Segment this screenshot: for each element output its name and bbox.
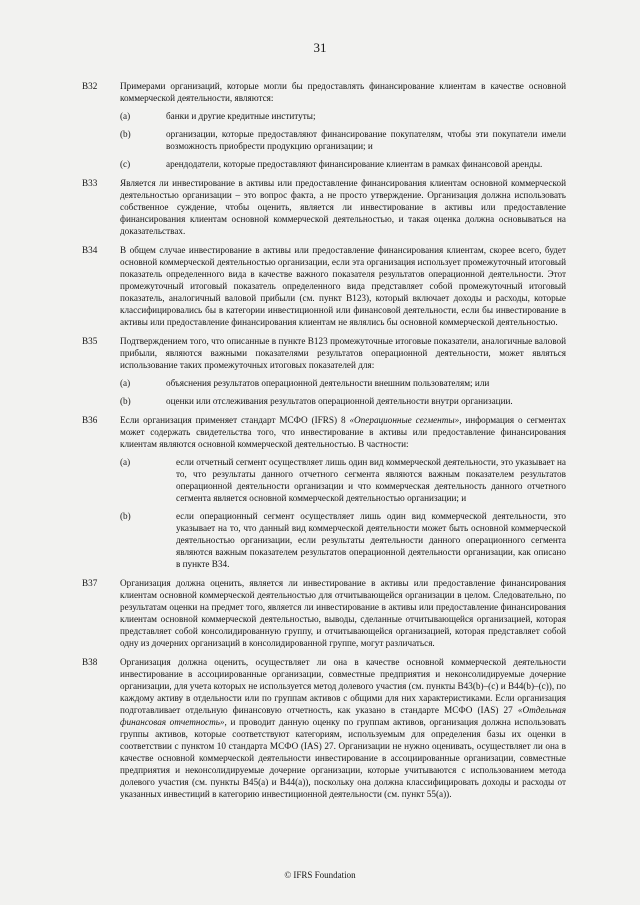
list-item xyxy=(120,377,566,389)
paragraph-number: B35 xyxy=(82,336,98,346)
list-item-text: организации, которые предоставляют финансирование покупателям, чтобы эти покупатели имели возможность приобрести продукцию организации; и xyxy=(166,129,566,151)
paragraph-text: В общем случае инвестирование в активы или предоставление финансирования клиентам, скорее всего, будет основной коммерческой деятельностью организации, если эта организация использует промежуточный итоговый показатель определенного вида в качестве важного показателя результатов операционной деятельности. Этот промежуточный итоговый показатель определенного вида представляет собой промежуточный итоговый показатель, аналогичный валовой прибыли (см. пункт B123), который включает доходы и расходы, которые классифицировались бы в категории инвестиционной или финансовой деятельности, если бы инвестирование в активы или предоставление финансирования клиентам не являлись бы основной коммерческой деятельностью. xyxy=(120,245,566,327)
paragraph-text: Организация должна оценить, является ли инвестирование в активы или предоставление финансирования клиентам основной коммерческой деятельностью для отчитывающейся организации в целом. Следовательно, по результатам оценки на предмет того, является ли инвестирование в активы или предоставление финансирования клиентам основной коммерческой деятельностью, выводы, сделанные отчитывающейся организацией, которая представляет собой консолидированную группу, и отчитывающейся организацией, которая представляет собой одну из дочерних организаций в консолидированной группе, могут различаться. xyxy=(120,578,566,648)
list-item-label: (b) xyxy=(120,511,131,521)
paragraph-text: Подтверждением того, что описанные в пункте B123 промежуточные итоговые показатели, аналогичные валовой прибыли, являются важными показателями результатов операционной деятельности, может являться использование таких промежуточных итоговых показателей для: xyxy=(120,336,566,370)
list-item-label: (a) xyxy=(120,111,131,121)
list-item-label: (c) xyxy=(120,159,131,169)
paragraph-b38 xyxy=(82,656,566,800)
list-item-label: (b) xyxy=(120,396,131,406)
list-item-text: объяснения результатов операционной деятельности внешним пользователям; или xyxy=(166,378,490,388)
paragraph-b36 xyxy=(82,414,566,570)
paragraph-number: B34 xyxy=(82,245,98,255)
text-segment: Организация должна оценить, осуществляет ли она в качестве основной коммерческой деятельности инвестирование в ассоциированные организации, совместные предприятия и неконсолидируемые дочерние организации, для учета которых не используется метод долевого участия (см. пункты B43(b)–(c) и B44(b)–(c)), по каждому активу в отдельности или по группам активов с общими для них характеристиками. Если организация подготавливает отдельную финансовую отчетность, как указано в стандарте МСФО (IAS) 27 xyxy=(120,657,566,715)
paragraph-text xyxy=(120,656,566,800)
document-body xyxy=(82,80,566,807)
list-item-text: если операционный сегмент осуществляет лишь один вид коммерческой деятельности, это указывает на то, что данный вид коммерческой деятельности может быть основной коммерческой деятельностью организации, если результаты деятельности данного операционного сегмента являются важным показателем результатов операционной деятельности организации, как описано в пункте B34. xyxy=(176,511,566,569)
paragraph-b32 xyxy=(82,80,566,170)
paragraph-number: B36 xyxy=(82,415,98,425)
paragraph-number: B38 xyxy=(82,657,98,667)
list-item-label: (a) xyxy=(120,378,131,388)
text-segment: Если организация применяет стандарт МСФО (IFRS) 8 xyxy=(120,415,350,425)
list-item-text: арендодатели, которые предоставляют финансирование клиентам в рамках финансовой аренды. xyxy=(166,159,543,169)
list-item xyxy=(120,110,566,122)
standard-title: «Операционные сегменты» xyxy=(349,415,460,425)
list-item-text: оценки или отслеживания результатов операционной деятельности внутри организации. xyxy=(166,396,513,406)
list-item xyxy=(120,395,566,407)
page-number: 31 xyxy=(313,40,327,55)
paragraph-b37 xyxy=(82,577,566,649)
paragraph-text: Примерами организаций, которые могли бы предоставлять финансирование клиентам в качестве основной коммерческой деятельности, являются: xyxy=(120,81,566,103)
list-item-label: (b) xyxy=(120,129,131,139)
paragraph-number: B33 xyxy=(82,178,98,188)
list-item-text: банки и другие кредитные институты; xyxy=(166,111,316,121)
paragraph-text: Является ли инвестирование в активы или предоставление финансирования клиентам основной коммерческой деятельностью организации – это вопрос факта, а не просто утверждение. Организация должна использовать собственное суждение, чтобы оценить, является ли инвестирование в активы или предоставление финансирования клиентам основной коммерческой деятельностью, и такая оценка должна основываться на доказательствах. xyxy=(120,178,566,236)
list-item-label: (a) xyxy=(120,457,131,467)
list-item-text: если отчетный сегмент осуществляет лишь один вид коммерческой деятельности, это указывает на то, что результаты данного отчетного сегмента являются важным показателем результатов операционной деятельности организации и что коммерческая деятельность данного отчетного сегмента является основной коммерческой деятельностью организации; и xyxy=(176,457,566,503)
list-item xyxy=(120,158,566,170)
paragraph-number: B32 xyxy=(82,81,98,91)
standard-title: «Отдельная финансовая отчетность» xyxy=(120,705,566,727)
paragraph-b34 xyxy=(82,244,566,328)
list-item xyxy=(120,128,566,152)
paragraph-number: B37 xyxy=(82,578,98,588)
paragraph-b33 xyxy=(82,177,566,237)
paragraph-text xyxy=(120,414,566,450)
text-segment: , и проводит данную оценку по группам активов, организация должна использовать группы активов, которые соответствуют категориям, используемым для определения базы их оценки в соответствии с пунктом 10 стандарта МСФО (IAS) 27. Организации не нужно оценивать, осуществляет ли она в качестве основной коммерческой деятельности инвестирование в ассоциированные организации, совместные предприятия и неконсолидируемые дочерние организации, которые учитываются с использованием метода долевого участия (см. пункты B45(a) и B44(a)), поскольку она должна классифицировать доходы и расходы от указанных инвестиций в категорию инвестиционной деятельности (см. пункт 55(a)). xyxy=(120,717,566,799)
list-item xyxy=(120,456,566,504)
text-segment: , информация о сегментах может содержать свидетельства того, что инвестирование в активы или предоставление финансирования клиентам являются основной коммерческой деятельностью. В частности: xyxy=(120,415,566,449)
list-item xyxy=(120,510,566,570)
footer-copyright: © IFRS Foundation xyxy=(284,870,356,880)
paragraph-b35 xyxy=(82,335,566,407)
